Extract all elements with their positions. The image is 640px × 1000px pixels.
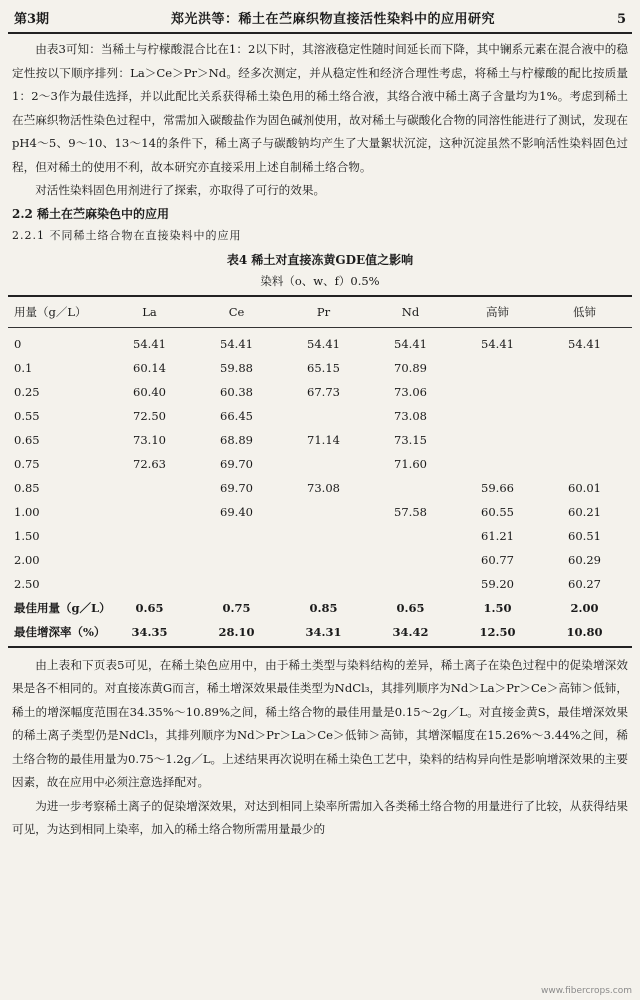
table-row-label: 2.00 — [14, 552, 40, 567]
table-header-cell: Nd — [401, 304, 420, 319]
table-row — [8, 380, 632, 404]
table-cell: 0.65 — [396, 600, 425, 615]
subsection-heading: 2.2.1 不同稀土络合物在直接染料中的应用 — [12, 228, 242, 242]
table-cell: 73.15 — [394, 432, 427, 447]
table-cell: 54.41 — [568, 336, 601, 351]
table-cell: 54.41 — [220, 336, 253, 351]
table-row-label: 0 — [14, 336, 22, 351]
table-header-row — [8, 297, 632, 328]
data-table — [8, 295, 632, 648]
table-row — [8, 332, 632, 356]
page — [8, 6, 632, 994]
table-row-label: 0.25 — [14, 384, 40, 399]
table-cell: 72.50 — [133, 408, 166, 423]
table-row — [8, 572, 632, 596]
body-paragraph: 为进一步考察稀土离子的促染增深效果，对达到相同上染率所需加入各类稀土络合物的用量进行了比较，从获得结果可见，为达到相同上染率，加入的稀土络合物所需用量最少的 — [12, 798, 628, 836]
table-cell: 60.55 — [481, 504, 514, 519]
table-cell: 60.38 — [220, 384, 253, 399]
table-cell: 69.40 — [220, 504, 253, 519]
table-cell: 59.88 — [220, 360, 253, 375]
table-row-label: 0.1 — [14, 360, 33, 375]
table-cell: 1.50 — [483, 600, 512, 615]
table-cell: 2.00 — [570, 600, 599, 615]
table-row — [8, 356, 632, 380]
table-cell: 0.65 — [135, 600, 164, 615]
table-cell: 68.89 — [220, 432, 253, 447]
table-cell: 57.58 — [394, 504, 427, 519]
table-row-label: 0.55 — [14, 408, 40, 423]
table-row-label: 最佳增深率（%） — [14, 624, 106, 639]
table-row-label: 0.85 — [14, 480, 40, 495]
table-row — [8, 452, 632, 476]
table-cell: 54.41 — [133, 336, 166, 351]
table-cell: 10.80 — [566, 624, 603, 639]
table-row-label: 1.00 — [14, 504, 40, 519]
table-cell: 60.21 — [568, 504, 601, 519]
table-cell: 69.70 — [220, 480, 253, 495]
watermark: www.fibercrops.com — [541, 986, 632, 996]
table-cell: 60.40 — [133, 384, 166, 399]
table-cell: 34.35 — [131, 624, 168, 639]
table-row-label: 2.50 — [14, 576, 40, 591]
table-cell: 73.10 — [133, 432, 166, 447]
table-cell: 12.50 — [479, 624, 516, 639]
table-cell: 65.15 — [307, 360, 340, 375]
table-cell: 60.27 — [568, 576, 601, 591]
table-cell: 72.63 — [133, 456, 166, 471]
table-cell: 28.10 — [218, 624, 255, 639]
table-row-label: 0.65 — [14, 432, 40, 447]
table-header-cell: Ce — [228, 304, 245, 319]
table-row — [8, 428, 632, 452]
table-header-cell: 低铈 — [573, 304, 596, 319]
table-subcaption: 染料（o、w、f）0.5% — [260, 273, 380, 288]
page-number: 5 — [616, 12, 626, 27]
table-cell: 59.20 — [481, 576, 514, 591]
table-cell: 67.73 — [307, 384, 340, 399]
table-cell: 60.77 — [481, 552, 514, 567]
body-paragraph: 由上表和下页表5可见，在稀土染色应用中，由于稀土类型与染料结构的差异，稀土离子在染色过程中的促染增深效果是各不相同的。对直接冻黄G而言，稀土增深效果最佳类型为NdCl₃，其排列顺序为Nd＞La＞Pr＞Ce＞高铈＞低铈，稀土的增深幅度范围在34.35%～10.89%之间，稀土络合物的最佳用量是0.15～2g／L。对直接金黄S，最佳增深效果的稀土离子类型仍是NdCl₃，其排列顺序为Nd＞Pr＞La＞Ce＞低铈＞高铈，其增深幅度在15.26%～3.44%之间，稀土络合物的最佳用量为0.75～1.2g／L。上述结果再次说明在稀土染色工艺中，染料的结构异向性是影响增深效果的主要因素，故在应用中必须注意选择配对。 — [12, 657, 628, 789]
table-header-cell: 高铈 — [486, 304, 509, 319]
table-footer — [8, 596, 632, 646]
intro-paragraph: 由表3可知：当稀土与柠檬酸混合比在1：2以下时，其溶液稳定性随时间延长而下降，其中镧系元素在混合液中的稳定性按以下顺序排列：La＞Ce＞Pr＞Nd。经多次测定，并从稳定性和经济合理性考虑，将稀土与柠檬酸的配比按质量1：2～3作为最佳选择，并以此配比关系获得稀土染色用的稀土络合液，其络合液中稀土离子含量均为1%。考虑到稀土在苎麻织物活性染色过程中，常需加入碳酸盐作为固色碱剂使用，故对稀土与碳酸化合物的同溶性能进行了测试，发现在pH4～5、9～10、13～14的条件下，稀土离子与碳酸钠均产生了大量絮状沉淀，这种沉淀虽然不影响活性染料固色过程，但对稀土的使用不利，故本研究亦直接采用上述自制稀土络合物。 — [12, 42, 628, 174]
issue-number: 第3期 — [14, 12, 50, 27]
table-row — [8, 500, 632, 524]
table-caption: 表4 稀土对直接冻黄GDE值之影响 — [226, 252, 414, 267]
intro-paragraph-continuation: 对活性染料固色用剂进行了探索，亦取得了可行的效果。 — [35, 183, 326, 197]
section-heading: 2.2 稀土在苎麻染色中的应用 — [12, 206, 170, 221]
table-cell: 66.45 — [220, 408, 253, 423]
table-cell: 60.51 — [568, 528, 601, 543]
table-cell: 70.89 — [394, 360, 427, 375]
table-header-cell: La — [142, 304, 157, 319]
table-cell: 34.31 — [305, 624, 342, 639]
table-row-label: 最佳用量（g／L） — [14, 600, 111, 615]
table-cell: 0.75 — [222, 600, 251, 615]
table-cell: 60.29 — [568, 552, 601, 567]
table-cell: 71.14 — [307, 432, 340, 447]
table-body — [8, 328, 632, 596]
table-summary-row — [8, 596, 632, 620]
table-cell: 60.01 — [568, 480, 601, 495]
table-row — [8, 476, 632, 500]
running-header — [8, 6, 632, 34]
table-header-cell: Pr — [316, 304, 331, 319]
table-cell: 69.70 — [220, 456, 253, 471]
table-cell: 54.41 — [481, 336, 514, 351]
table-cell: 0.85 — [309, 600, 338, 615]
table-cell: 73.08 — [307, 480, 340, 495]
table-cell: 61.21 — [481, 528, 514, 543]
table-row — [8, 548, 632, 572]
table-summary-row — [8, 620, 632, 644]
table-cell: 54.41 — [307, 336, 340, 351]
table-header-cell: 用量（g／L） — [14, 304, 87, 319]
table-cell: 73.06 — [394, 384, 427, 399]
table-row-label: 1.50 — [14, 528, 40, 543]
table-cell: 59.66 — [481, 480, 514, 495]
table-row — [8, 524, 632, 548]
table-cell: 71.60 — [394, 456, 427, 471]
table-row — [8, 404, 632, 428]
table-row-label: 0.75 — [14, 456, 40, 471]
table-cell: 54.41 — [394, 336, 427, 351]
table-cell: 34.42 — [392, 624, 429, 639]
table-cell: 73.08 — [394, 408, 427, 423]
running-title: 郑光洪等：稀土在苎麻织物直接活性染料中的应用研究 — [170, 12, 495, 27]
table-cell: 60.14 — [133, 360, 166, 375]
